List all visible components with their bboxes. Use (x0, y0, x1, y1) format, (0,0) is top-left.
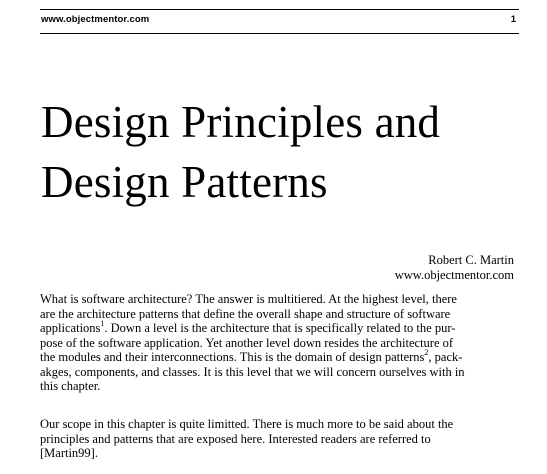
paragraph-line: pose of the software application. Yet another level down resides the architecture of (40, 335, 454, 350)
author-name: Robert C. Martin (428, 253, 514, 267)
paragraph-text: the modules and their interconnections. This is the domain of design patterns (40, 350, 425, 364)
title-line-1: Design Principles and (41, 97, 441, 147)
paragraph-line: [Martin99]. (40, 446, 98, 460)
page-number: 1 (510, 14, 516, 25)
paragraph-scope (40, 417, 518, 461)
paragraph-line: What is software architecture? The answer is multitiered. At the highest level, there (40, 292, 457, 306)
paragraph-text: . Down a level is the architecture that is specifically related to the pur- (104, 321, 456, 335)
paragraph-line: are the architecture patterns that define the overall shape and structure of software (40, 306, 451, 321)
paragraph-text: , pack- (428, 350, 463, 364)
paragraph-intro (40, 292, 518, 394)
paragraph-text: applications (40, 321, 101, 335)
paragraph-line (40, 318, 518, 336)
header-top-rule (40, 9, 519, 10)
paragraph-line (40, 347, 518, 365)
paragraph-line: principles and patterns that are exposed here. Interested readers are referred to (40, 431, 431, 446)
title-line-2: Design Patterns (41, 157, 328, 207)
author-website: www.objectmentor.com (394, 267, 514, 282)
page-title (41, 92, 440, 212)
header-bottom-rule (40, 33, 519, 34)
paragraph-line: this chapter. (40, 379, 101, 393)
footnote-ref-2[interactable]: 2 (424, 347, 429, 357)
footnote-ref-1[interactable]: 1 (100, 318, 105, 328)
paragraph-line: akges, components, and classes. It is this level that we will concern ourselves with in (40, 364, 465, 379)
author-block (395, 253, 514, 282)
header-url: www.objectmentor.com (41, 14, 150, 25)
paragraph-line: Our scope in this chapter is quite limitted. There is much more to be said about the (40, 417, 454, 431)
